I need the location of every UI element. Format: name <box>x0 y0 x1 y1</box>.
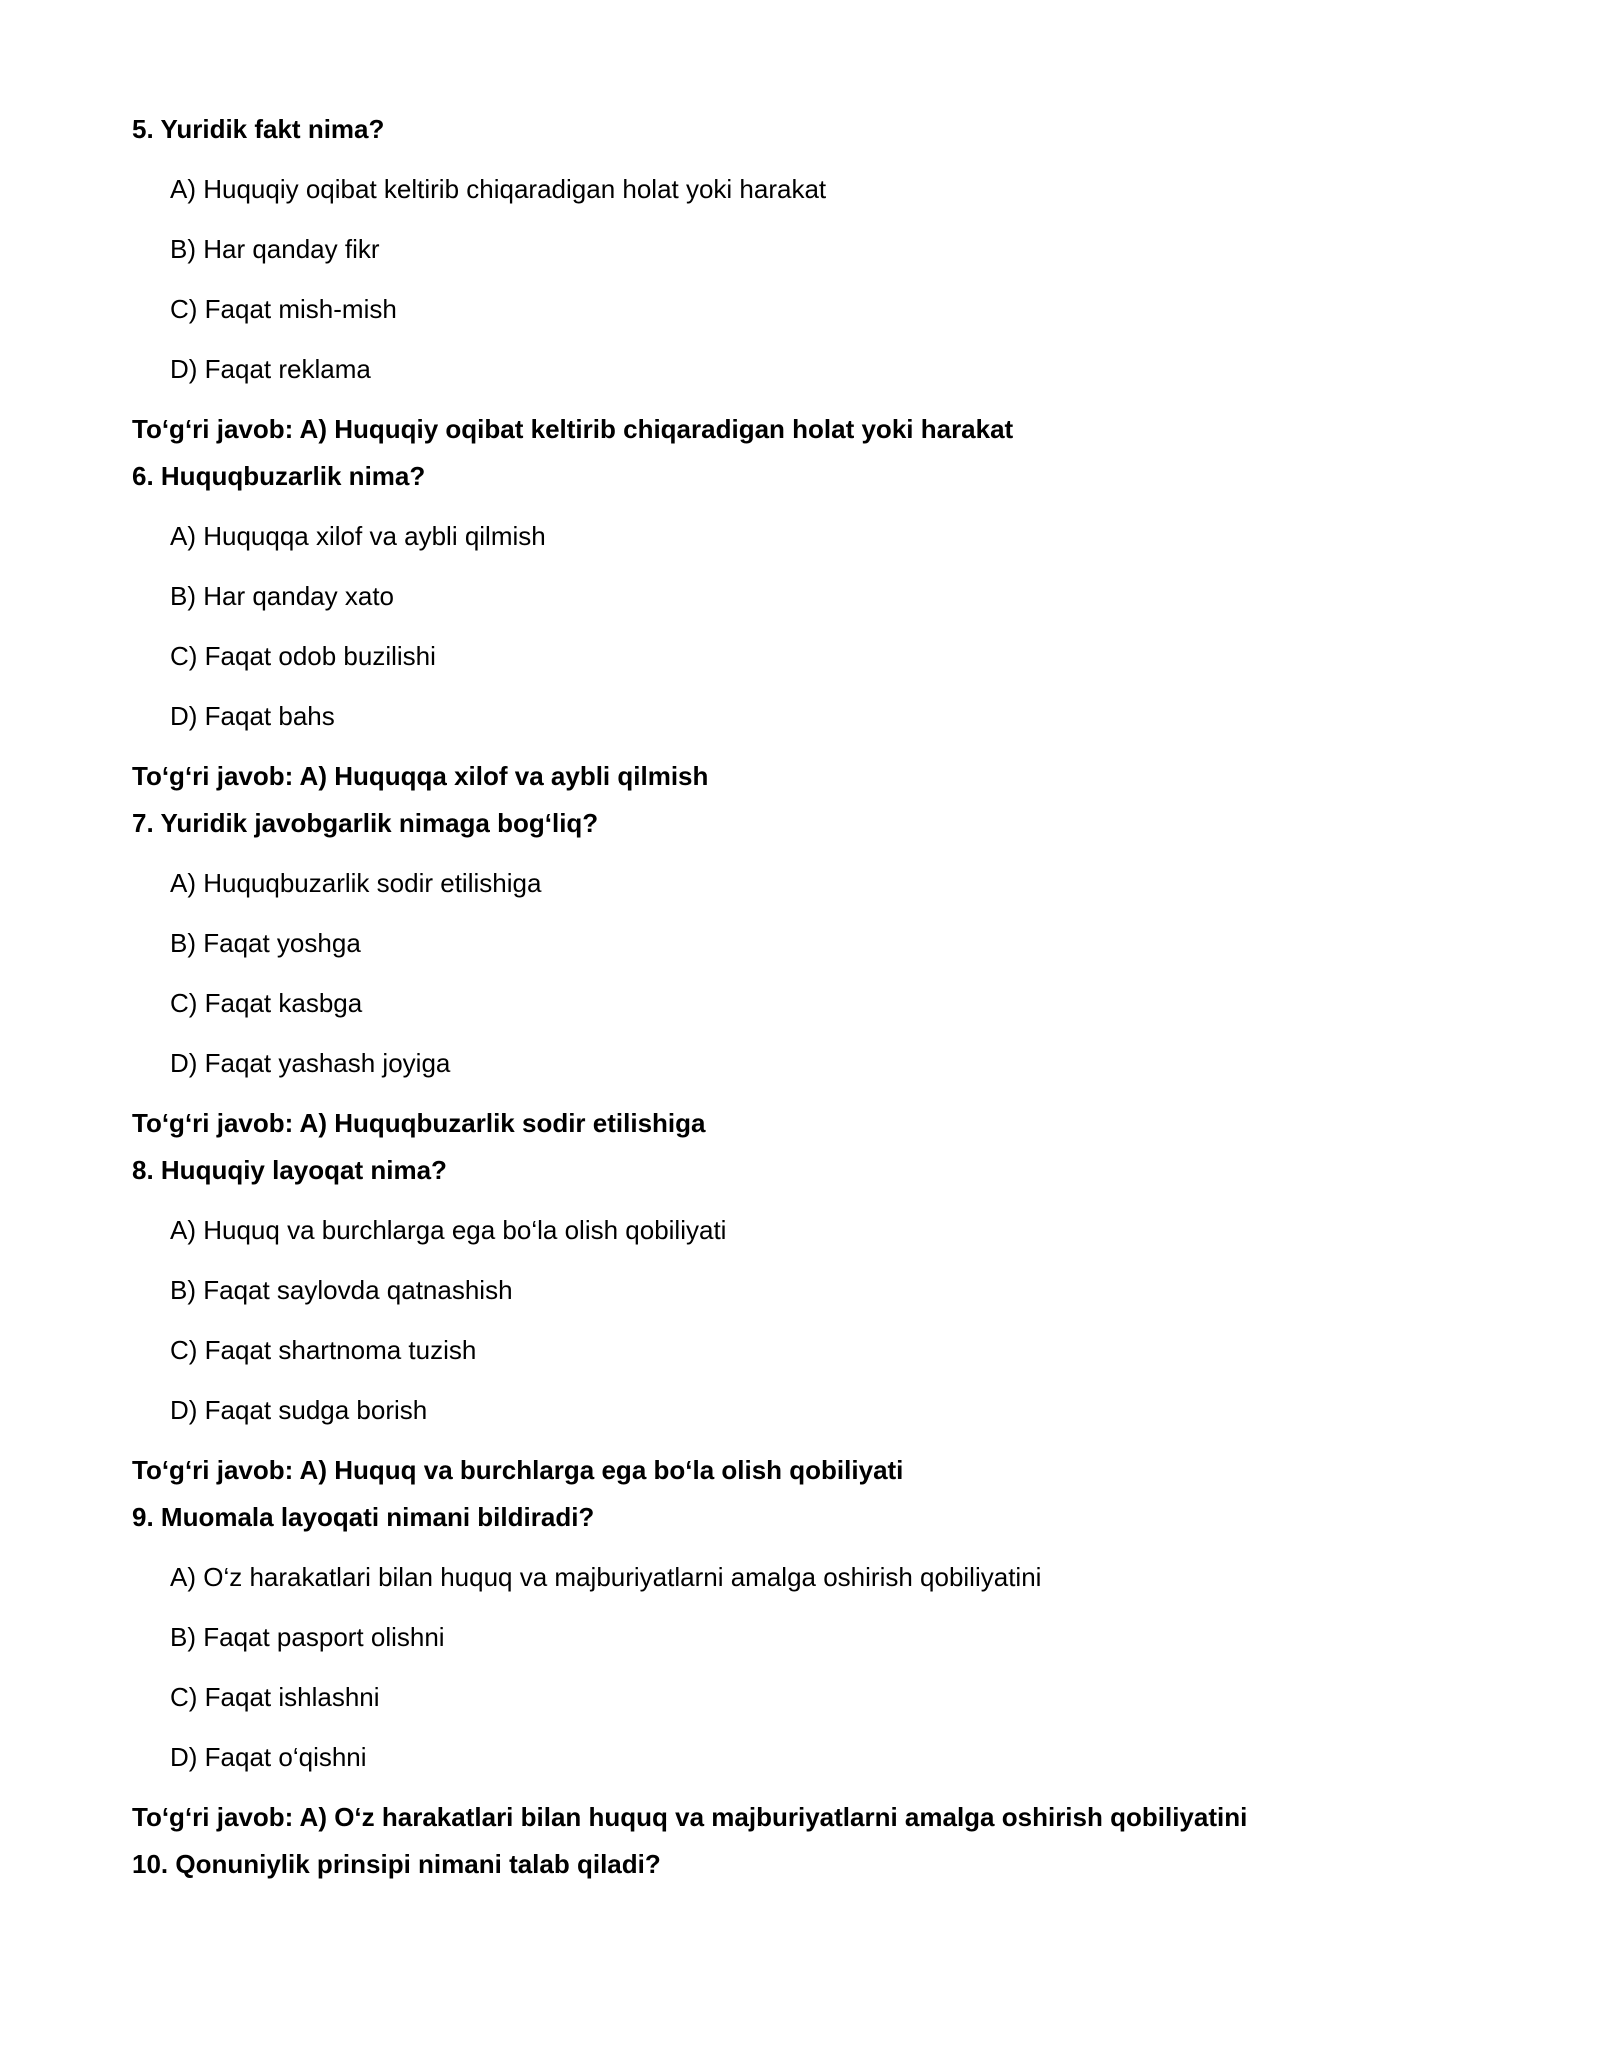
option-b: B) Faqat pasport olishni <box>170 1622 445 1652</box>
correct-answer: To‘g‘ri javob: A) Huquqiy oqibat keltirib chiqaradigan holat yoki harakat <box>132 414 1014 444</box>
option-a: A) O‘z harakatlari bilan huquq va majburiyatlarni amalga oshirish qobiliyatini <box>170 1562 1042 1592</box>
question-title: 9. Muomala layoqati nimani bildiradi? <box>132 1502 595 1532</box>
question-title: 6. Huquqbuzarlik nima? <box>132 461 426 491</box>
option-c: C) Faqat mish-mish <box>170 294 397 324</box>
question-title: 8. Huquqiy layoqat nima? <box>132 1155 447 1185</box>
option-c: C) Faqat odob buzilishi <box>170 641 436 671</box>
correct-answer: To‘g‘ri javob: A) O‘z harakatlari bilan huquq va majburiyatlarni amalga oshirish qobiliyatini <box>132 1802 1248 1832</box>
option-c: C) Faqat shartnoma tuzish <box>170 1335 477 1365</box>
option-d: D) Faqat bahs <box>170 701 335 731</box>
option-b: B) Har qanday fikr <box>170 234 380 264</box>
option-b: B) Faqat saylovda qatnashish <box>170 1275 513 1305</box>
correct-answer: To‘g‘ri javob: A) Huquq va burchlarga ega bo‘la olish qobiliyati <box>132 1455 904 1485</box>
question-title: 5. Yuridik fakt nima? <box>132 114 385 144</box>
option-a: A) Huquqqa xilof va aybli qilmish <box>170 521 546 551</box>
option-d: D) Faqat sudga borish <box>170 1395 428 1425</box>
option-a: A) Huquqbuzarlik sodir etilishiga <box>170 868 542 898</box>
question-title: 10. Qonuniylik prinsipi nimani talab qiladi? <box>132 1849 661 1879</box>
option-a: A) Huquq va burchlarga ega bo‘la olish qobiliyati <box>170 1215 727 1245</box>
option-d: D) Faqat yashash joyiga <box>170 1048 451 1078</box>
question-title: 7. Yuridik javobgarlik nimaga bog‘liq? <box>132 808 599 838</box>
option-a: A) Huquqiy oqibat keltirib chiqaradigan holat yoki harakat <box>170 174 827 204</box>
option-c: C) Faqat kasbga <box>170 988 363 1018</box>
option-b: B) Har qanday xato <box>170 581 395 611</box>
correct-answer: To‘g‘ri javob: A) Huquqqa xilof va aybli qilmish <box>132 761 709 791</box>
correct-answer: To‘g‘ri javob: A) Huquqbuzarlik sodir etilishiga <box>132 1108 706 1138</box>
option-c: C) Faqat ishlashni <box>170 1682 380 1712</box>
option-d: D) Faqat o‘qishni <box>170 1742 367 1772</box>
option-b: B) Faqat yoshga <box>170 928 361 958</box>
option-d: D) Faqat reklama <box>170 354 371 384</box>
